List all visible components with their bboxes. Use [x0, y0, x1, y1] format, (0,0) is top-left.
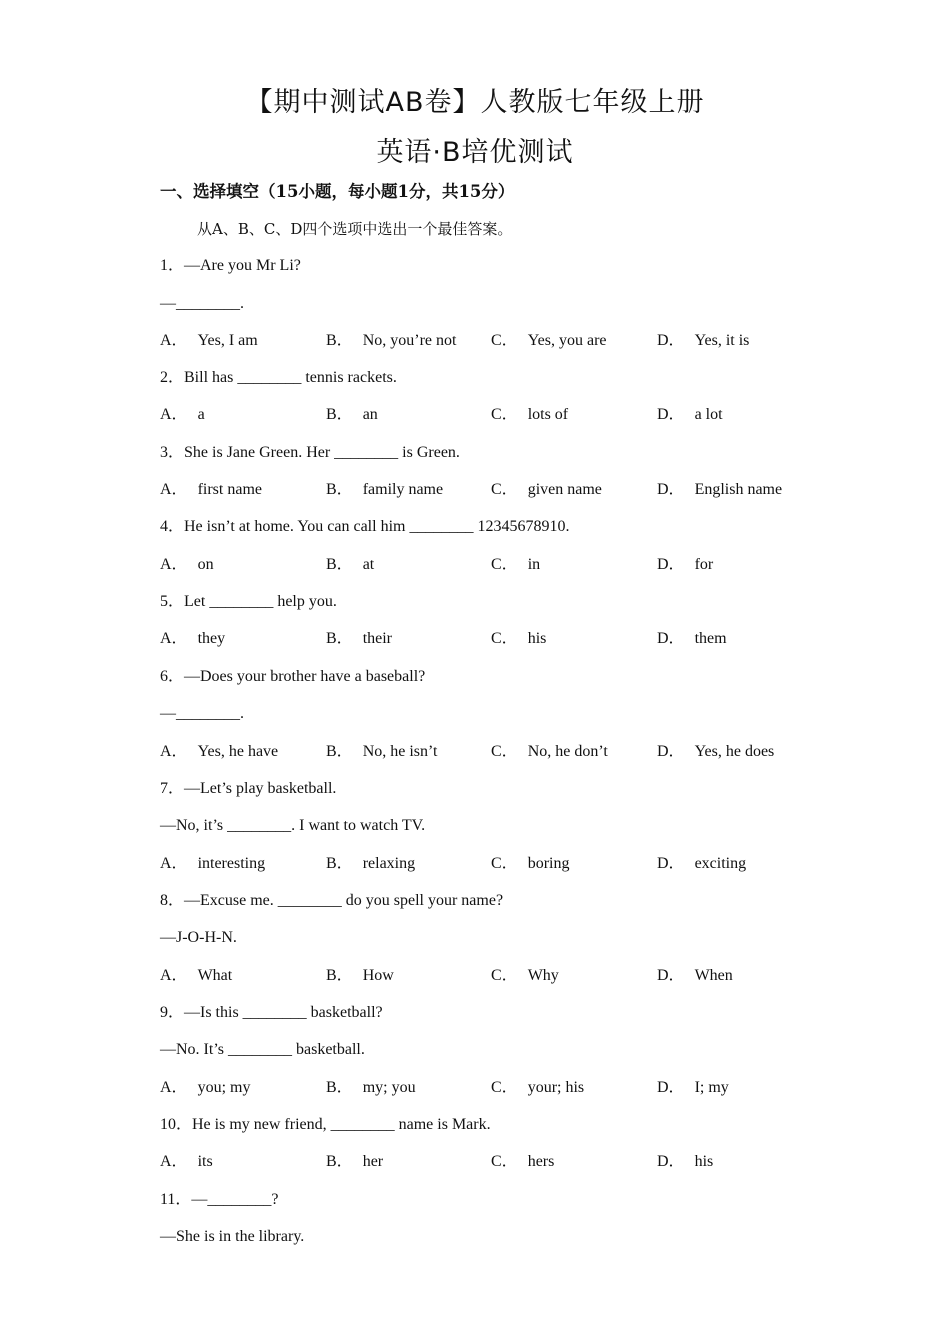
option-c: C． his	[491, 630, 547, 647]
question-3-stem: 3．She is Jane Green. Her ________ is Green.	[160, 444, 460, 461]
option-b: B． family name	[326, 481, 444, 498]
exam-title: 【期中测试AB卷】人教版七年级上册	[245, 87, 705, 118]
question-8-options	[160, 966, 860, 986]
option-a: A． What	[160, 967, 233, 984]
option-c: C． Yes, you are	[491, 332, 607, 349]
option-a: A． a	[160, 406, 205, 423]
option-d: D． them	[657, 630, 727, 647]
question-10-stem: 10．He is my new friend, ________ name is Mark.	[160, 1116, 491, 1133]
option-d: D． a lot	[657, 406, 723, 423]
question-9-stem: 9．—Is this ________ basketball?	[160, 1004, 383, 1021]
section-instruction: 从A、B、C、D四个选项中选出一个最佳答案。	[197, 220, 513, 238]
option-a: A． its	[160, 1153, 213, 1170]
option-d: D． exciting	[657, 855, 747, 872]
option-c: C． hers	[491, 1153, 555, 1170]
question-6-options	[160, 742, 860, 762]
option-d: D． Yes, it is	[657, 332, 750, 349]
option-d: D． I; my	[657, 1079, 729, 1096]
exam-subtitle: 英语·B培优测试	[376, 137, 574, 168]
option-b: B． No, you’re not	[326, 332, 457, 349]
question-7-options	[160, 854, 860, 874]
question-5-stem: 5．Let ________ help you.	[160, 593, 337, 610]
question-1-answer-line: —________.	[160, 295, 244, 312]
question-8-stem: 8．—Excuse me. ________ do you spell your name?	[160, 892, 504, 909]
question-8-answer-line: —J-O-H-N.	[160, 929, 237, 946]
question-7-stem: 7．—Let’s play basketball.	[160, 780, 337, 797]
option-b: B． No, he isn’t	[326, 743, 438, 760]
question-2-options	[160, 405, 860, 425]
option-b: B． an	[326, 406, 378, 423]
option-a: A． on	[160, 556, 214, 573]
option-a: A． Yes, he have	[160, 743, 279, 760]
question-1-options	[160, 331, 860, 351]
question-2-stem: 2．Bill has ________ tennis rackets.	[160, 369, 397, 386]
option-b: B． at	[326, 556, 375, 573]
question-6-stem: 6．—Does your brother have a baseball?	[160, 668, 426, 685]
option-b: B． How	[326, 967, 394, 984]
option-a: A． you; my	[160, 1079, 251, 1096]
section-heading: 一、选择填空（15小题，每小题1分，共15分）	[160, 182, 515, 201]
option-c: C． boring	[491, 855, 570, 872]
question-9-options	[160, 1078, 860, 1098]
option-d: D． Yes, he does	[657, 743, 775, 760]
option-c: C． your; his	[491, 1079, 585, 1096]
option-d: D． English name	[657, 481, 783, 498]
option-a: A． first name	[160, 481, 262, 498]
option-d: D． for	[657, 556, 714, 573]
question-6-answer-line: —________.	[160, 705, 244, 722]
question-9-answer-line: —No. It’s ________ basketball.	[160, 1041, 365, 1058]
option-b: B． their	[326, 630, 393, 647]
option-c: C． No, he don’t	[491, 743, 608, 760]
question-11-stem: 11．—________?	[160, 1191, 279, 1208]
question-4-stem: 4．He isn’t at home. You can call him ________ 12345678910.	[160, 518, 570, 535]
question-3-options	[160, 480, 860, 500]
question-7-answer-line: —No, it’s ________. I want to watch TV.	[160, 817, 426, 834]
question-1-stem: 1．—Are you Mr Li?	[160, 257, 301, 274]
option-a: A． they	[160, 630, 226, 647]
option-a: A． interesting	[160, 855, 266, 872]
question-10-options	[160, 1152, 860, 1172]
option-b: B． my; you	[326, 1079, 416, 1096]
question-11-answer-line: —She is in the library.	[160, 1228, 305, 1245]
option-c: C． Why	[491, 967, 559, 984]
option-c: C． in	[491, 556, 541, 573]
option-a: A． Yes, I am	[160, 332, 258, 349]
option-c: C． given name	[491, 481, 602, 498]
question-4-options	[160, 555, 860, 575]
option-c: C． lots of	[491, 406, 569, 423]
option-b: B． relaxing	[326, 855, 416, 872]
option-d: D． his	[657, 1153, 714, 1170]
question-5-options	[160, 629, 860, 649]
option-d: D． When	[657, 967, 733, 984]
option-b: B． her	[326, 1153, 384, 1170]
